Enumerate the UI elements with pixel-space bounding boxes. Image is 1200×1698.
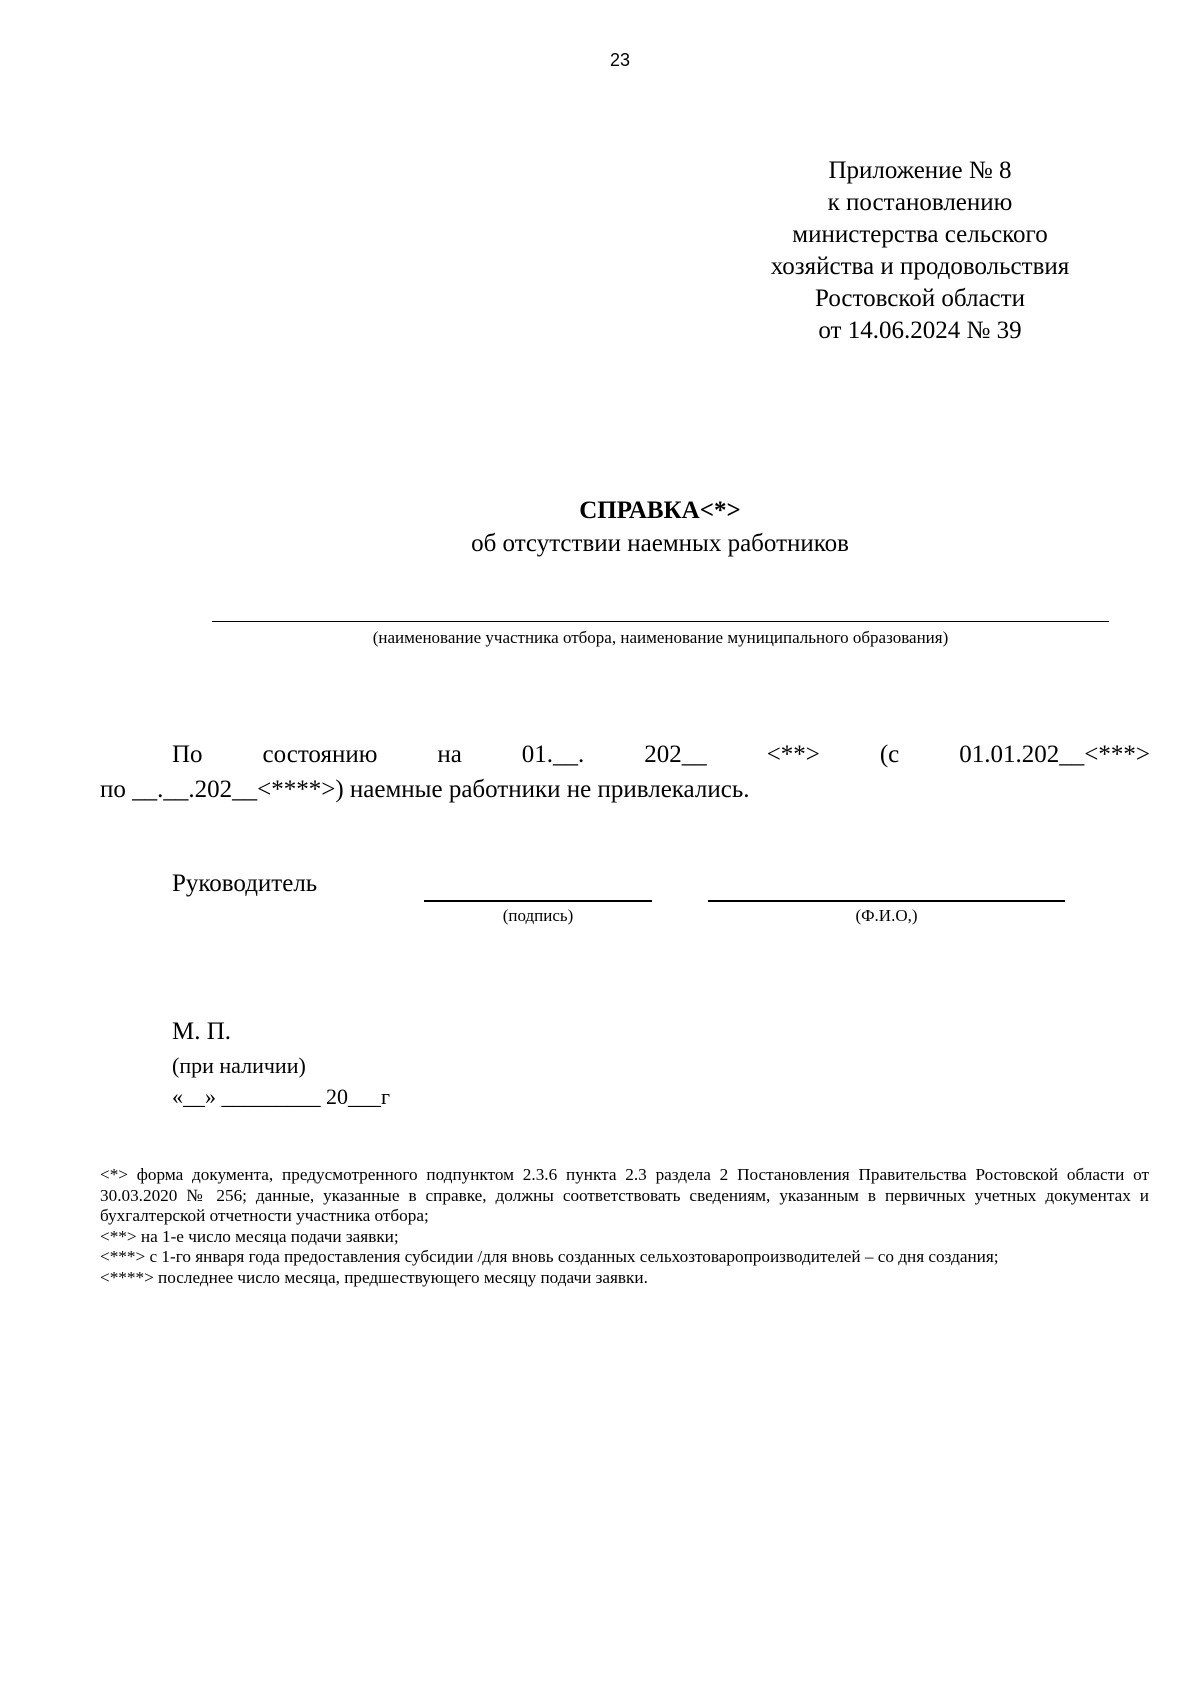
head-label: Руководитель [172, 870, 318, 897]
body-word: 01.01.202__<***> [959, 741, 1150, 768]
stamp-place-label: М. П. [172, 1018, 232, 1045]
footnotes [100, 1165, 1149, 1288]
footnote: <****> последнее число месяца, предшествующего месяцу подачи заявки. [100, 1267, 648, 1287]
document-subtitle: об отсутствии наемных работников [471, 530, 849, 557]
body-word: состоянию [262, 741, 378, 768]
fio-caption: (Ф.И.О,) [855, 906, 918, 925]
signature-line [424, 900, 652, 902]
participant-name-line [212, 621, 1109, 622]
body-word: 202__ [644, 741, 707, 768]
body-word: на [437, 741, 462, 768]
body-text-line-2: по __.__.202__<****>) наемные работники не привлекались. [100, 776, 750, 803]
appendix-line: министерства сельского [792, 221, 1048, 248]
body-text-line-1 [172, 741, 1150, 769]
participant-name-caption: (наименование участника отбора, наименование муниципального образования) [372, 628, 949, 647]
appendix-line: Ростовской области [815, 285, 1025, 312]
stamp-note: (при наличии) [172, 1053, 306, 1078]
footnote: <*> форма документа, предусмотренного подпунктом 2.3.6 пункта 2.3 раздела 2 Постановления Правительства Ростовской области от 30.03.2020 № 256; данные, указанные в справке, должны соответствовать сведениям, указанным в первичных учетных документах и бухгалтерской отчетности участника отбора; [100, 1165, 1149, 1225]
page-number: 23 [609, 50, 631, 70]
footnote: <***> с 1-го января года предоставления субсидии /для вновь созданных сельхозтоваропроизводителей – со дня создания; [100, 1247, 999, 1266]
appendix-line: к постановлению [827, 189, 1013, 216]
date-line: «__» _________ 20___г [172, 1084, 391, 1109]
fio-line [708, 900, 1065, 902]
signature-caption: (подпись) [502, 906, 574, 925]
body-word: По [172, 741, 203, 768]
body-word: (с [879, 741, 900, 768]
document-title: СПРАВКА<*> [579, 497, 741, 524]
appendix-line: Приложение № 8 [828, 157, 1012, 184]
body-word: <**> [766, 741, 820, 768]
appendix-header [730, 155, 1110, 347]
body-word: 01.__. [521, 741, 585, 768]
appendix-line: хозяйства и продовольствия [770, 253, 1070, 280]
appendix-line: от 14.06.2024 № 39 [818, 317, 1022, 344]
footnote: <**> на 1-е число месяца подачи заявки; [100, 1226, 399, 1246]
